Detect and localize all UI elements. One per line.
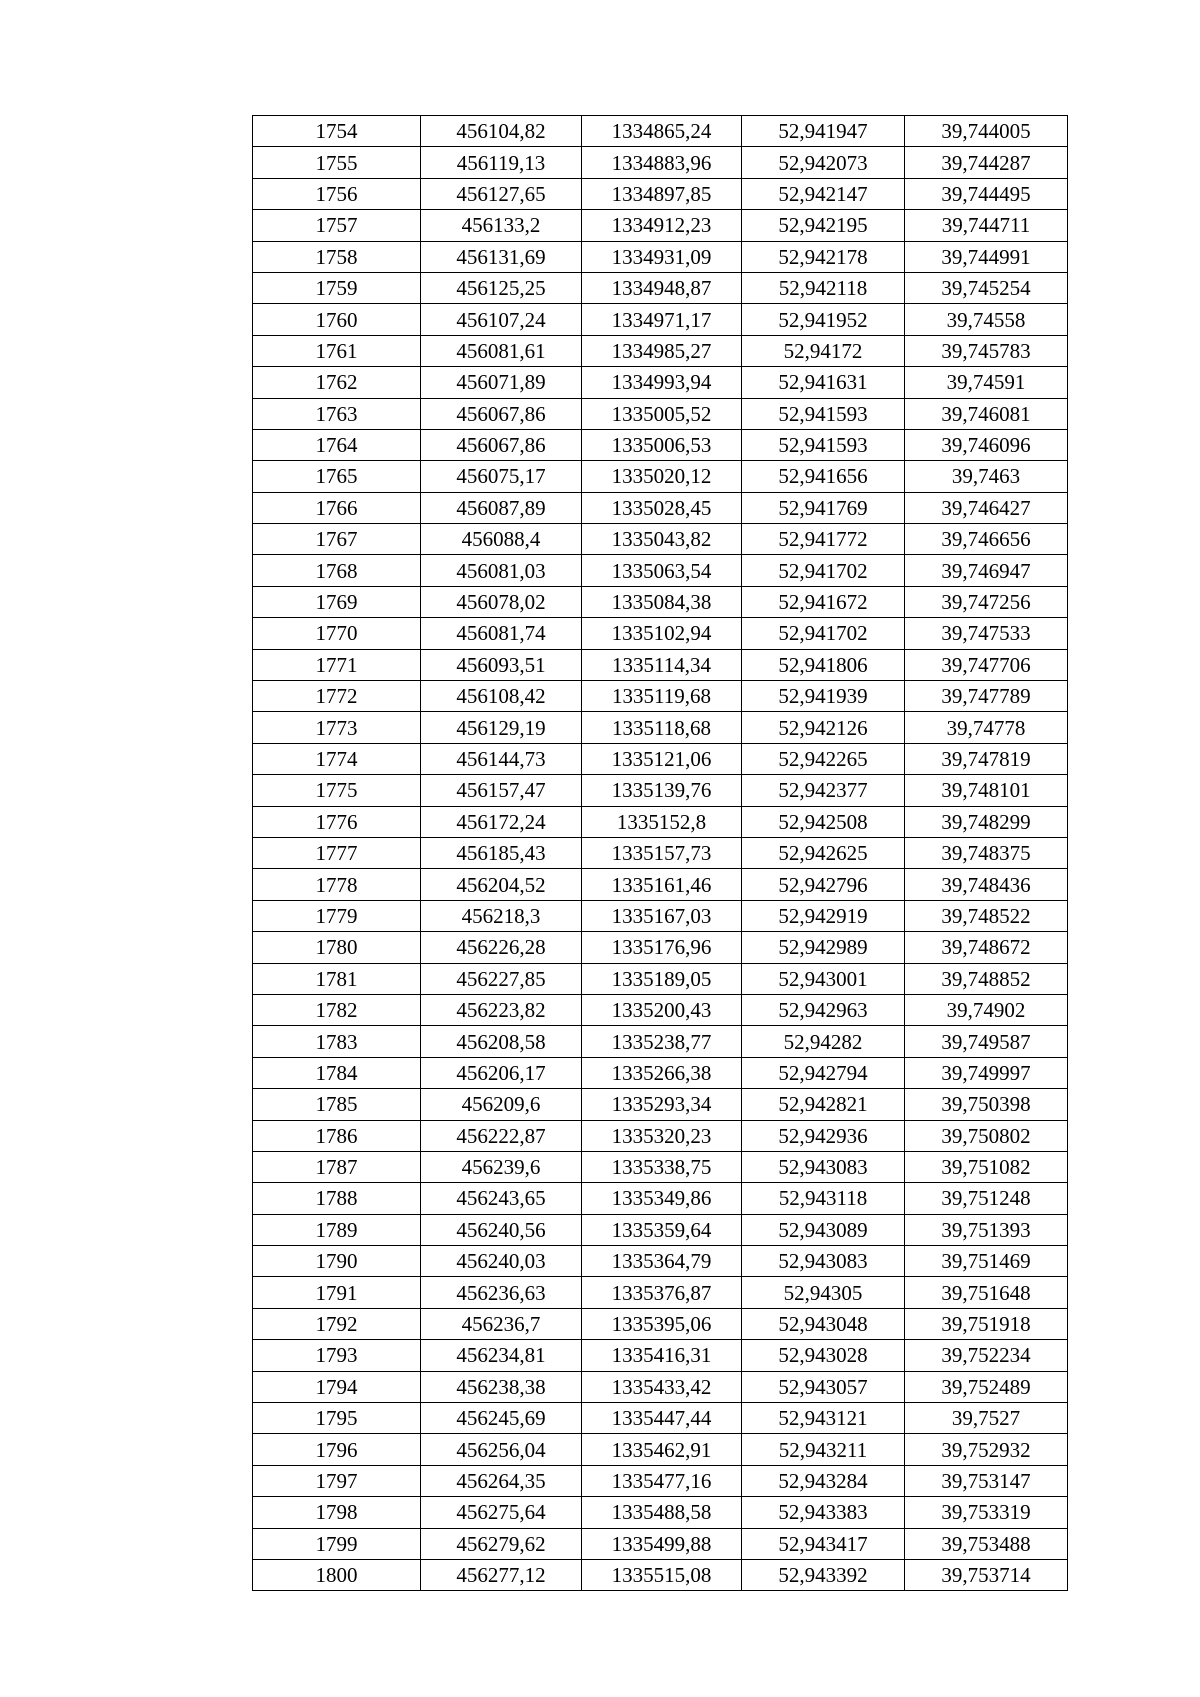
y-coordinate-cell: 1335043,82 (582, 524, 742, 555)
longitude-cell: 39,74558 (905, 304, 1068, 335)
y-coordinate-cell: 1335114,34 (582, 649, 742, 680)
latitude-cell: 52,943083 (742, 1246, 905, 1277)
table-row (253, 1371, 1068, 1402)
longitude-cell: 39,750802 (905, 1120, 1068, 1151)
point-number-cell: 1798 (253, 1497, 421, 1528)
y-coordinate-cell: 1334897,85 (582, 178, 742, 209)
x-coordinate-cell: 456240,03 (421, 1246, 582, 1277)
point-number-cell: 1773 (253, 712, 421, 743)
latitude-cell: 52,941806 (742, 649, 905, 680)
y-coordinate-cell: 1335118,68 (582, 712, 742, 743)
point-number-cell: 1754 (253, 116, 421, 147)
table-row (253, 743, 1068, 774)
x-coordinate-cell: 456256,04 (421, 1434, 582, 1465)
table-row (253, 1246, 1068, 1277)
y-coordinate-cell: 1335477,16 (582, 1465, 742, 1496)
latitude-cell: 52,941702 (742, 555, 905, 586)
y-coordinate-cell: 1334948,87 (582, 272, 742, 303)
latitude-cell: 52,942508 (742, 806, 905, 837)
longitude-cell: 39,747533 (905, 618, 1068, 649)
latitude-cell: 52,943383 (742, 1497, 905, 1528)
table-row (253, 1026, 1068, 1057)
table-row (253, 367, 1068, 398)
table-row (253, 1528, 1068, 1559)
y-coordinate-cell: 1335515,08 (582, 1559, 742, 1590)
longitude-cell: 39,750398 (905, 1089, 1068, 1120)
longitude-cell: 39,744991 (905, 241, 1068, 272)
y-coordinate-cell: 1334931,09 (582, 241, 742, 272)
y-coordinate-cell: 1335005,52 (582, 398, 742, 429)
x-coordinate-cell: 456206,17 (421, 1057, 582, 1088)
table-row (253, 335, 1068, 366)
point-number-cell: 1771 (253, 649, 421, 680)
point-number-cell: 1766 (253, 492, 421, 523)
point-number-cell: 1787 (253, 1151, 421, 1182)
table-row (253, 1120, 1068, 1151)
latitude-cell: 52,94282 (742, 1026, 905, 1057)
latitude-cell: 52,943211 (742, 1434, 905, 1465)
table-row (253, 1183, 1068, 1214)
y-coordinate-cell: 1334912,23 (582, 210, 742, 241)
x-coordinate-cell: 456275,64 (421, 1497, 582, 1528)
y-coordinate-cell: 1335102,94 (582, 618, 742, 649)
x-coordinate-cell: 456131,69 (421, 241, 582, 272)
x-coordinate-cell: 456075,17 (421, 461, 582, 492)
latitude-cell: 52,943048 (742, 1308, 905, 1339)
table-row (253, 963, 1068, 994)
longitude-cell: 39,744287 (905, 147, 1068, 178)
y-coordinate-cell: 1335189,05 (582, 963, 742, 994)
latitude-cell: 52,941702 (742, 618, 905, 649)
y-coordinate-cell: 1335416,31 (582, 1340, 742, 1371)
latitude-cell: 52,943028 (742, 1340, 905, 1371)
y-coordinate-cell: 1335119,68 (582, 681, 742, 712)
table-row (253, 241, 1068, 272)
x-coordinate-cell: 456223,82 (421, 994, 582, 1025)
table-row (253, 586, 1068, 617)
x-coordinate-cell: 456157,47 (421, 775, 582, 806)
point-number-cell: 1784 (253, 1057, 421, 1088)
longitude-cell: 39,74902 (905, 994, 1068, 1025)
x-coordinate-cell: 456279,62 (421, 1528, 582, 1559)
longitude-cell: 39,751469 (905, 1246, 1068, 1277)
point-number-cell: 1783 (253, 1026, 421, 1057)
point-number-cell: 1765 (253, 461, 421, 492)
longitude-cell: 39,74591 (905, 367, 1068, 398)
x-coordinate-cell: 456238,38 (421, 1371, 582, 1402)
x-coordinate-cell: 456234,81 (421, 1340, 582, 1371)
table-row (253, 1089, 1068, 1120)
longitude-cell: 39,749587 (905, 1026, 1068, 1057)
point-number-cell: 1764 (253, 429, 421, 460)
longitude-cell: 39,7463 (905, 461, 1068, 492)
latitude-cell: 52,943121 (742, 1403, 905, 1434)
y-coordinate-cell: 1335157,73 (582, 837, 742, 868)
latitude-cell: 52,94305 (742, 1277, 905, 1308)
x-coordinate-cell: 456108,42 (421, 681, 582, 712)
y-coordinate-cell: 1335161,46 (582, 869, 742, 900)
latitude-cell: 52,943392 (742, 1559, 905, 1590)
longitude-cell: 39,748672 (905, 932, 1068, 963)
longitude-cell: 39,744495 (905, 178, 1068, 209)
x-coordinate-cell: 456277,12 (421, 1559, 582, 1590)
x-coordinate-cell: 456264,35 (421, 1465, 582, 1496)
y-coordinate-cell: 1335488,58 (582, 1497, 742, 1528)
y-coordinate-cell: 1335139,76 (582, 775, 742, 806)
latitude-cell: 52,942147 (742, 178, 905, 209)
latitude-cell: 52,942126 (742, 712, 905, 743)
point-number-cell: 1781 (253, 963, 421, 994)
y-coordinate-cell: 1334971,17 (582, 304, 742, 335)
table-row (253, 304, 1068, 335)
latitude-cell: 52,943083 (742, 1151, 905, 1182)
latitude-cell: 52,941769 (742, 492, 905, 523)
latitude-cell: 52,942821 (742, 1089, 905, 1120)
longitude-cell: 39,751918 (905, 1308, 1068, 1339)
longitude-cell: 39,748852 (905, 963, 1068, 994)
y-coordinate-cell: 1335084,38 (582, 586, 742, 617)
latitude-cell: 52,942989 (742, 932, 905, 963)
table-row (253, 932, 1068, 963)
latitude-cell: 52,942919 (742, 900, 905, 931)
table-row (253, 1497, 1068, 1528)
longitude-cell: 39,7527 (905, 1403, 1068, 1434)
table-row (253, 649, 1068, 680)
point-number-cell: 1793 (253, 1340, 421, 1371)
point-number-cell: 1780 (253, 932, 421, 963)
table-row (253, 524, 1068, 555)
y-coordinate-cell: 1335320,23 (582, 1120, 742, 1151)
y-coordinate-cell: 1335499,88 (582, 1528, 742, 1559)
point-number-cell: 1769 (253, 586, 421, 617)
y-coordinate-cell: 1334993,94 (582, 367, 742, 398)
x-coordinate-cell: 456127,65 (421, 178, 582, 209)
point-number-cell: 1767 (253, 524, 421, 555)
point-number-cell: 1776 (253, 806, 421, 837)
latitude-cell: 52,941952 (742, 304, 905, 335)
x-coordinate-cell: 456144,73 (421, 743, 582, 774)
table-row (253, 681, 1068, 712)
table-row (253, 1434, 1068, 1465)
y-coordinate-cell: 1335238,77 (582, 1026, 742, 1057)
point-number-cell: 1760 (253, 304, 421, 335)
y-coordinate-cell: 1335167,03 (582, 900, 742, 931)
x-coordinate-cell: 456129,19 (421, 712, 582, 743)
latitude-cell: 52,942625 (742, 837, 905, 868)
point-number-cell: 1756 (253, 178, 421, 209)
latitude-cell: 52,943118 (742, 1183, 905, 1214)
longitude-cell: 39,752932 (905, 1434, 1068, 1465)
y-coordinate-cell: 1335293,34 (582, 1089, 742, 1120)
point-number-cell: 1778 (253, 869, 421, 900)
y-coordinate-cell: 1334985,27 (582, 335, 742, 366)
x-coordinate-cell: 456185,43 (421, 837, 582, 868)
y-coordinate-cell: 1335349,86 (582, 1183, 742, 1214)
longitude-cell: 39,751648 (905, 1277, 1068, 1308)
longitude-cell: 39,747819 (905, 743, 1068, 774)
x-coordinate-cell: 456218,3 (421, 900, 582, 931)
y-coordinate-cell: 1335376,87 (582, 1277, 742, 1308)
table-row (253, 272, 1068, 303)
coordinates-table-body (253, 116, 1068, 1591)
longitude-cell: 39,748436 (905, 869, 1068, 900)
point-number-cell: 1757 (253, 210, 421, 241)
latitude-cell: 52,941656 (742, 461, 905, 492)
table-row (253, 1308, 1068, 1339)
longitude-cell: 39,748375 (905, 837, 1068, 868)
x-coordinate-cell: 456119,13 (421, 147, 582, 178)
table-row (253, 461, 1068, 492)
longitude-cell: 39,74778 (905, 712, 1068, 743)
x-coordinate-cell: 456104,82 (421, 116, 582, 147)
table-row (253, 1214, 1068, 1245)
y-coordinate-cell: 1335364,79 (582, 1246, 742, 1277)
table-row (253, 618, 1068, 649)
x-coordinate-cell: 456239,6 (421, 1151, 582, 1182)
longitude-cell: 39,752234 (905, 1340, 1068, 1371)
y-coordinate-cell: 1335266,38 (582, 1057, 742, 1088)
point-number-cell: 1774 (253, 743, 421, 774)
point-number-cell: 1762 (253, 367, 421, 398)
longitude-cell: 39,748299 (905, 806, 1068, 837)
x-coordinate-cell: 456067,86 (421, 429, 582, 460)
table-row (253, 1559, 1068, 1590)
latitude-cell: 52,941631 (742, 367, 905, 398)
latitude-cell: 52,942118 (742, 272, 905, 303)
latitude-cell: 52,943001 (742, 963, 905, 994)
y-coordinate-cell: 1335359,64 (582, 1214, 742, 1245)
point-number-cell: 1759 (253, 272, 421, 303)
longitude-cell: 39,746947 (905, 555, 1068, 586)
longitude-cell: 39,753319 (905, 1497, 1068, 1528)
x-coordinate-cell: 456087,89 (421, 492, 582, 523)
x-coordinate-cell: 456227,85 (421, 963, 582, 994)
x-coordinate-cell: 456071,89 (421, 367, 582, 398)
latitude-cell: 52,943417 (742, 1528, 905, 1559)
point-number-cell: 1775 (253, 775, 421, 806)
point-number-cell: 1794 (253, 1371, 421, 1402)
y-coordinate-cell: 1335121,06 (582, 743, 742, 774)
table-row (253, 147, 1068, 178)
longitude-cell: 39,748522 (905, 900, 1068, 931)
table-row (253, 116, 1068, 147)
table-row (253, 1277, 1068, 1308)
x-coordinate-cell: 456081,74 (421, 618, 582, 649)
longitude-cell: 39,747256 (905, 586, 1068, 617)
latitude-cell: 52,943284 (742, 1465, 905, 1496)
y-coordinate-cell: 1335152,8 (582, 806, 742, 837)
table-row (253, 429, 1068, 460)
table-row (253, 492, 1068, 523)
x-coordinate-cell: 456107,24 (421, 304, 582, 335)
table-row (253, 1340, 1068, 1371)
point-number-cell: 1763 (253, 398, 421, 429)
point-number-cell: 1768 (253, 555, 421, 586)
longitude-cell: 39,753714 (905, 1559, 1068, 1590)
longitude-cell: 39,748101 (905, 775, 1068, 806)
table-row (253, 1403, 1068, 1434)
y-coordinate-cell: 1335433,42 (582, 1371, 742, 1402)
longitude-cell: 39,746081 (905, 398, 1068, 429)
coordinates-table (252, 115, 1068, 1591)
x-coordinate-cell: 456240,56 (421, 1214, 582, 1245)
longitude-cell: 39,747789 (905, 681, 1068, 712)
table-row (253, 775, 1068, 806)
x-coordinate-cell: 456172,24 (421, 806, 582, 837)
point-number-cell: 1772 (253, 681, 421, 712)
latitude-cell: 52,942963 (742, 994, 905, 1025)
point-number-cell: 1795 (253, 1403, 421, 1434)
point-number-cell: 1779 (253, 900, 421, 931)
x-coordinate-cell: 456245,69 (421, 1403, 582, 1434)
point-number-cell: 1782 (253, 994, 421, 1025)
latitude-cell: 52,942195 (742, 210, 905, 241)
x-coordinate-cell: 456067,86 (421, 398, 582, 429)
x-coordinate-cell: 456236,63 (421, 1277, 582, 1308)
point-number-cell: 1770 (253, 618, 421, 649)
point-number-cell: 1786 (253, 1120, 421, 1151)
table-row (253, 1151, 1068, 1182)
y-coordinate-cell: 1335395,06 (582, 1308, 742, 1339)
x-coordinate-cell: 456204,52 (421, 869, 582, 900)
table-row (253, 178, 1068, 209)
table-row (253, 712, 1068, 743)
x-coordinate-cell: 456226,28 (421, 932, 582, 963)
latitude-cell: 52,942377 (742, 775, 905, 806)
latitude-cell: 52,942794 (742, 1057, 905, 1088)
longitude-cell: 39,746427 (905, 492, 1068, 523)
latitude-cell: 52,94172 (742, 335, 905, 366)
x-coordinate-cell: 456209,6 (421, 1089, 582, 1120)
latitude-cell: 52,941593 (742, 429, 905, 460)
x-coordinate-cell: 456093,51 (421, 649, 582, 680)
point-number-cell: 1792 (253, 1308, 421, 1339)
table-row (253, 900, 1068, 931)
latitude-cell: 52,942178 (742, 241, 905, 272)
latitude-cell: 52,942265 (742, 743, 905, 774)
table-row (253, 210, 1068, 241)
latitude-cell: 52,943089 (742, 1214, 905, 1245)
point-number-cell: 1796 (253, 1434, 421, 1465)
x-coordinate-cell: 456133,2 (421, 210, 582, 241)
table-row (253, 398, 1068, 429)
longitude-cell: 39,746656 (905, 524, 1068, 555)
longitude-cell: 39,751082 (905, 1151, 1068, 1182)
point-number-cell: 1758 (253, 241, 421, 272)
x-coordinate-cell: 456208,58 (421, 1026, 582, 1057)
latitude-cell: 52,941672 (742, 586, 905, 617)
latitude-cell: 52,941939 (742, 681, 905, 712)
latitude-cell: 52,942073 (742, 147, 905, 178)
table-row (253, 869, 1068, 900)
latitude-cell: 52,941947 (742, 116, 905, 147)
y-coordinate-cell: 1335063,54 (582, 555, 742, 586)
latitude-cell: 52,941593 (742, 398, 905, 429)
longitude-cell: 39,744005 (905, 116, 1068, 147)
longitude-cell: 39,753488 (905, 1528, 1068, 1559)
point-number-cell: 1777 (253, 837, 421, 868)
point-number-cell: 1790 (253, 1246, 421, 1277)
table-row (253, 1057, 1068, 1088)
y-coordinate-cell: 1335006,53 (582, 429, 742, 460)
point-number-cell: 1761 (253, 335, 421, 366)
y-coordinate-cell: 1335028,45 (582, 492, 742, 523)
longitude-cell: 39,747706 (905, 649, 1068, 680)
longitude-cell: 39,745254 (905, 272, 1068, 303)
point-number-cell: 1785 (253, 1089, 421, 1120)
x-coordinate-cell: 456081,03 (421, 555, 582, 586)
table-row (253, 837, 1068, 868)
table-row (253, 1465, 1068, 1496)
point-number-cell: 1797 (253, 1465, 421, 1496)
point-number-cell: 1789 (253, 1214, 421, 1245)
point-number-cell: 1791 (253, 1277, 421, 1308)
longitude-cell: 39,752489 (905, 1371, 1068, 1402)
latitude-cell: 52,942796 (742, 869, 905, 900)
x-coordinate-cell: 456081,61 (421, 335, 582, 366)
point-number-cell: 1755 (253, 147, 421, 178)
y-coordinate-cell: 1335200,43 (582, 994, 742, 1025)
latitude-cell: 52,941772 (742, 524, 905, 555)
y-coordinate-cell: 1334865,24 (582, 116, 742, 147)
longitude-cell: 39,744711 (905, 210, 1068, 241)
y-coordinate-cell: 1334883,96 (582, 147, 742, 178)
y-coordinate-cell: 1335020,12 (582, 461, 742, 492)
longitude-cell: 39,745783 (905, 335, 1068, 366)
x-coordinate-cell: 456088,4 (421, 524, 582, 555)
table-row (253, 994, 1068, 1025)
table-row (253, 555, 1068, 586)
y-coordinate-cell: 1335462,91 (582, 1434, 742, 1465)
x-coordinate-cell: 456243,65 (421, 1183, 582, 1214)
longitude-cell: 39,751393 (905, 1214, 1068, 1245)
longitude-cell: 39,749997 (905, 1057, 1068, 1088)
y-coordinate-cell: 1335338,75 (582, 1151, 742, 1182)
x-coordinate-cell: 456236,7 (421, 1308, 582, 1339)
point-number-cell: 1799 (253, 1528, 421, 1559)
latitude-cell: 52,942936 (742, 1120, 905, 1151)
y-coordinate-cell: 1335176,96 (582, 932, 742, 963)
y-coordinate-cell: 1335447,44 (582, 1403, 742, 1434)
point-number-cell: 1800 (253, 1559, 421, 1590)
longitude-cell: 39,746096 (905, 429, 1068, 460)
x-coordinate-cell: 456078,02 (421, 586, 582, 617)
x-coordinate-cell: 456125,25 (421, 272, 582, 303)
x-coordinate-cell: 456222,87 (421, 1120, 582, 1151)
point-number-cell: 1788 (253, 1183, 421, 1214)
table-row (253, 806, 1068, 837)
latitude-cell: 52,943057 (742, 1371, 905, 1402)
longitude-cell: 39,751248 (905, 1183, 1068, 1214)
longitude-cell: 39,753147 (905, 1465, 1068, 1496)
